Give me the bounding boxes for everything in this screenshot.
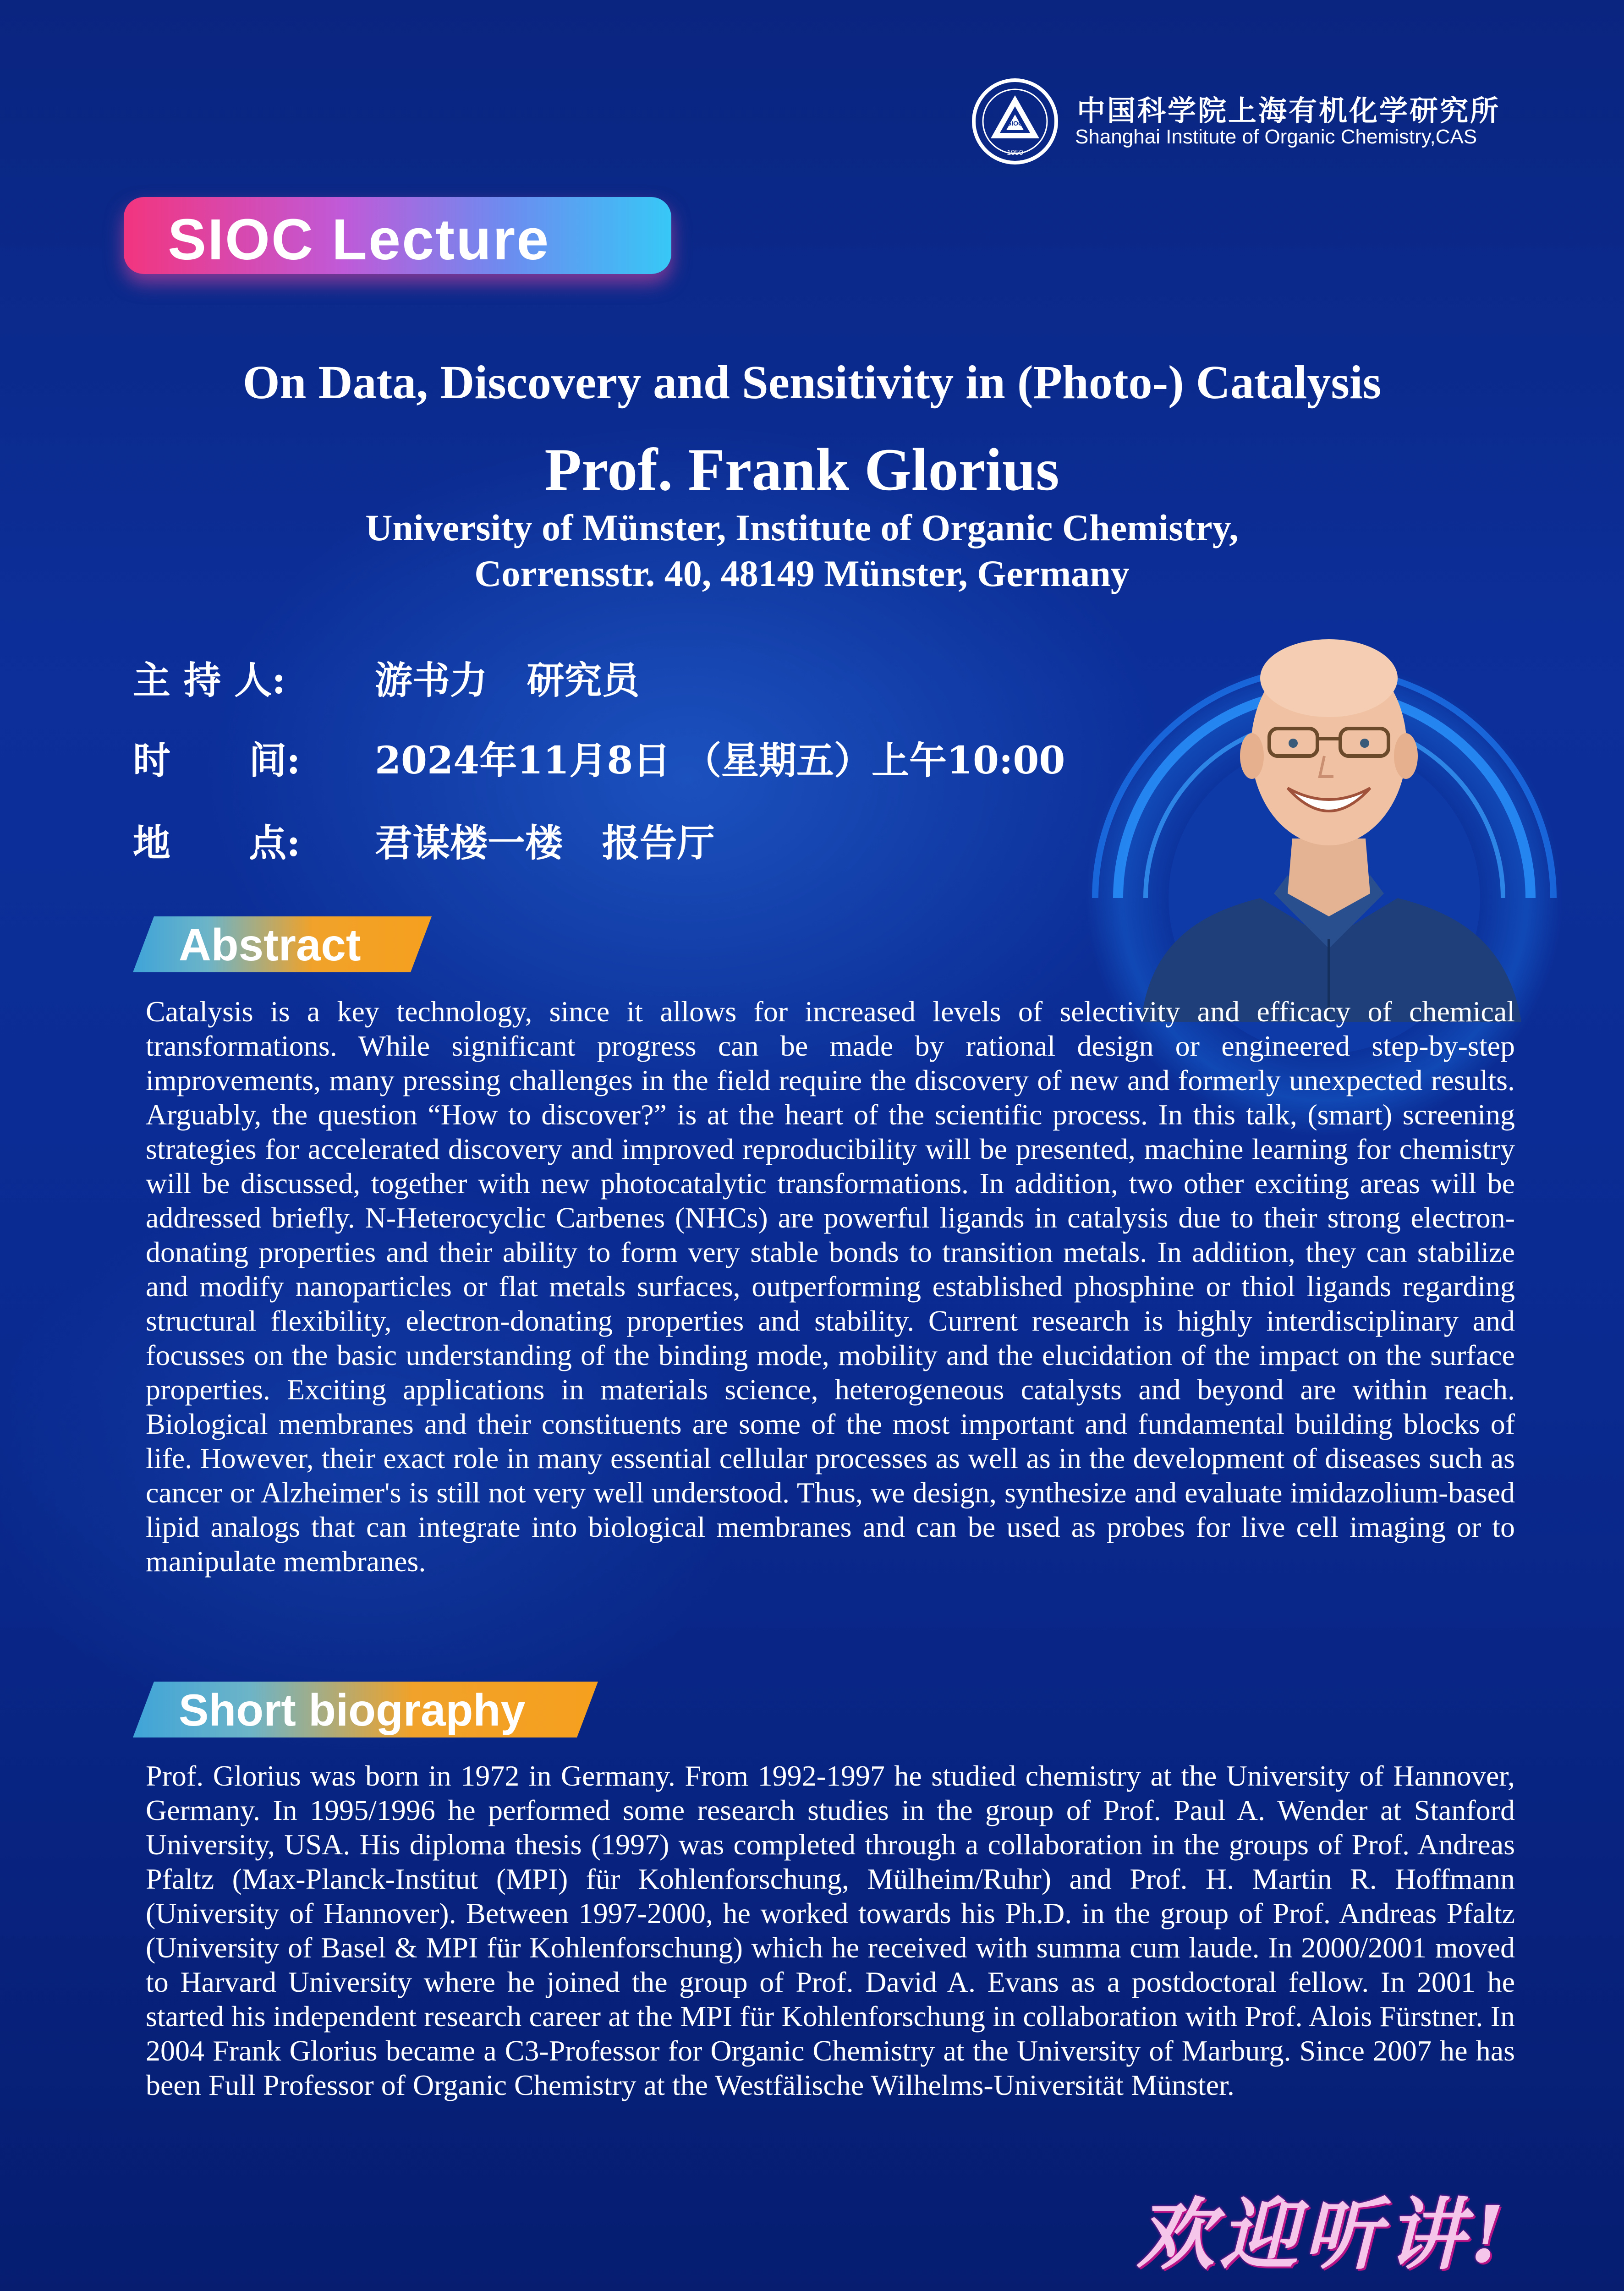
time-value: 2024年11月8日 （星期五）上午10:00 [375, 739, 1065, 783]
host-value: 游书力 研究员 [375, 658, 640, 702]
speaker-affiliation-line2: Corrensstr. 40, 48149 Münster, Germany [474, 553, 1130, 594]
abstract-heading: Abstract [179, 920, 361, 970]
sioc-emblem-icon [971, 78, 1059, 165]
time-label: 时 间: [133, 739, 301, 783]
biography-heading: Short biography [179, 1685, 526, 1735]
place-label: 地 点: [133, 821, 301, 865]
biography-text: Prof. Glorius was born in 1972 in Germany. From 1992-1997 he studied chemistry at the University of Hannover, Germany. In 1995/1996 he performed some research studies in the group of Prof. Paul A. Wender at Stanford University, USA. His diploma thesis (1997) was completed through a collaboration in the groups of Prof. Andreas Pfaltz (Max-Planck-Institut (MPI) für Kohlenforschung, Mülheim/Ruhr) and Prof. H. Martin R. Hoffmann (University of Hannover). Between 1997-2000, he worked towards his Ph.D. in the group of Prof. Andreas Pfaltz (University of Basel & MPI für Kohlenforschung) which he received with summa cum laude. In 2000/2001 moved to Harvard University where he joined the group of Prof. David A. Evans as a postdoctoral fellow. In 2001 he started his independent research career at the MPI für Kohlenforschung in collaboration with Prof. Alois Fürstner. In 2004 Frank Glorius became a C3-Professor for Organic Chemistry at the University of Marburg. Since 2007 he has been Full Professor of Organic Chemistry at the Westfälische Wilhelms-Universität Münster. [146, 1759, 1515, 2101]
institute-name-en: Shanghai Institute of Organic Chemistry,CAS [1075, 126, 1477, 148]
svg-text:SIOC: SIOC [1007, 120, 1023, 127]
institute-name-cn: 中国科学院上海有机化学研究所 [1077, 94, 1501, 127]
abstract-heading-tab [133, 916, 432, 972]
lecture-title: On Data, Discovery and Sensitivity in (Photo-) Catalysis [242, 356, 1382, 409]
biography-heading-tab [133, 1682, 598, 1737]
place-value: 君谋楼一楼 报告厅 [375, 821, 715, 865]
abstract-text: Catalysis is a key technology, since it allows for increased levels of selectivity and efficacy of chemical transformations. While significant progress can be made by rational design or engineered step-by-step improvements, many pressing challenges in the field require the discovery of new and formerly unexpected results. Arguably, the question “How to discover?” is at the heart of the scientific process. In this talk, (smart) screening strategies for accelerated discovery and improved reproducibility will be presented, machine learning for chemistry will be discussed, together with new photocatalytic transformations. In addition, two other exciting areas will be addressed briefly. N-Heterocyclic Carbenes (NHCs) are powerful ligands in catalysis due to their strong electron-donating properties and their ability to form very stable bonds to transition metals. In addition, they can stabilize and modify nanoparticles or flat metals surfaces, outperforming established phosphine or thiol ligands regarding structural flexibility, electron-donating properties and stability. Current research is highly interdisciplinary and focusses on the basic understanding of the binding mode, mobility and the elucidation of the impact on the surface properties. Exciting applications in materials science, heterogeneous catalysts and beyond are within reach. Biological membranes and their constituents are some of the most important and fundamental building blocks of life. However, their exact role in many essential cellular processes as well as in the development of diseases such as cancer or Alzheimer's is still not very well understood. Thus, we design, synthesize and evaluate imidazolium-based lipid analogs that can integrate into biological membranes and can be used as probes for live cell imaging or to manipulate membranes. [146, 995, 1515, 1578]
sioc-logo [971, 78, 1512, 170]
welcome-slogan: 欢迎听讲! [1136, 2189, 1510, 2280]
badge-label: SIOC Lecture [168, 207, 550, 272]
emblem-year: 1950 [1007, 149, 1023, 157]
sioc-lecture-badge [124, 197, 671, 274]
speaker-affiliation-line1: University of Münster, Institute of Organic Chemistry, [365, 507, 1239, 548]
speaker-name: Prof. Frank Glorius [544, 436, 1059, 503]
speaker-portrait-icon [1123, 619, 1535, 1022]
host-label: 主 持 人: [133, 658, 286, 702]
